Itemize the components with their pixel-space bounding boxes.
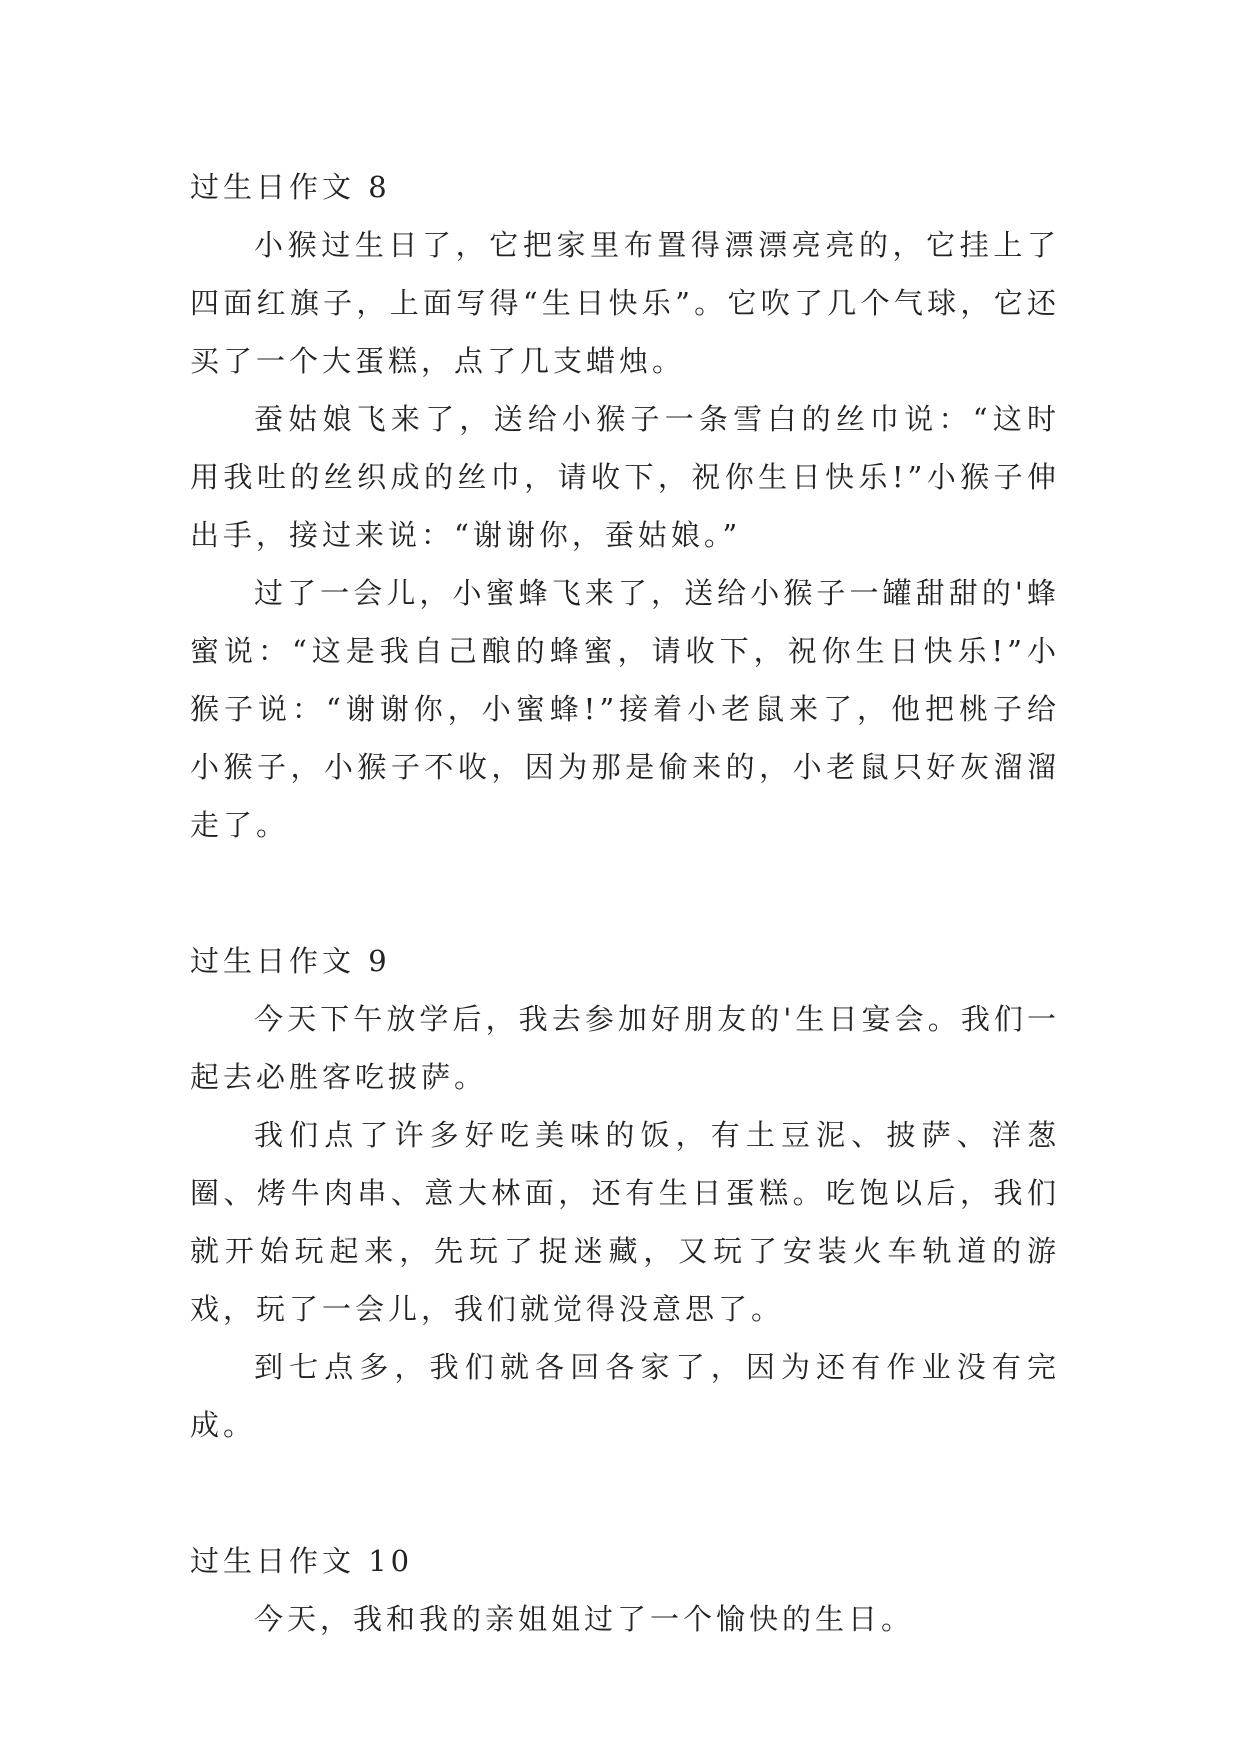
section-title: 过生日作文 9 bbox=[190, 944, 391, 978]
paragraph: 小猴过生日了，它把家里布置得漂漂亮亮的，它挂上了四面红旗子，上面写得“生日快乐”。它吹了几个气球，它还买了一个大蛋糕，点了几支蜡烛。 bbox=[190, 228, 1060, 378]
paragraph: 到七点多，我们就各回各家了，因为还有作业没有完成。 bbox=[190, 1350, 1060, 1442]
essay-section-9 bbox=[190, 932, 1060, 1454]
paragraph: 过了一会儿，小蜜蜂飞来了，送给小猴子一罐甜甜的'蜂蜜说：“这是我自己酿的蜂蜜，请收下，祝你生日快乐!”小猴子说：“谢谢你，小蜜蜂!”接着小老鼠来了，他把桃子给小猴子，小猴子不收，因为那是偷来的，小老鼠只好灰溜溜走了。 bbox=[190, 576, 1060, 842]
document-body bbox=[190, 158, 1060, 1648]
paragraph: 蚕姑娘飞来了，送给小猴子一条雪白的丝巾说：“这时用我吐的丝织成的丝巾，请收下，祝你生日快乐!”小猴子伸出手，接过来说：“谢谢你，蚕姑娘。” bbox=[190, 402, 1060, 552]
paragraph: 今天下午放学后，我去参加好朋友的'生日宴会。我们一起去必胜客吃披萨。 bbox=[190, 1002, 1060, 1094]
paragraph: 今天，我和我的亲姐姐过了一个愉快的生日。 bbox=[254, 1602, 915, 1636]
section-title: 过生日作文 8 bbox=[190, 170, 391, 204]
essay-section-8 bbox=[190, 158, 1060, 854]
essay-section-10 bbox=[190, 1532, 1060, 1648]
paragraph: 我们点了许多好吃美味的饭，有土豆泥、披萨、洋葱圈、烤牛肉串、意大林面，还有生日蛋糕。吃饱以后，我们就开始玩起来，先玩了捉迷藏，又玩了安装火车轨道的游戏，玩了一会儿，我们就觉得没意思了。 bbox=[190, 1118, 1060, 1326]
section-title: 过生日作文 10 bbox=[190, 1544, 414, 1578]
